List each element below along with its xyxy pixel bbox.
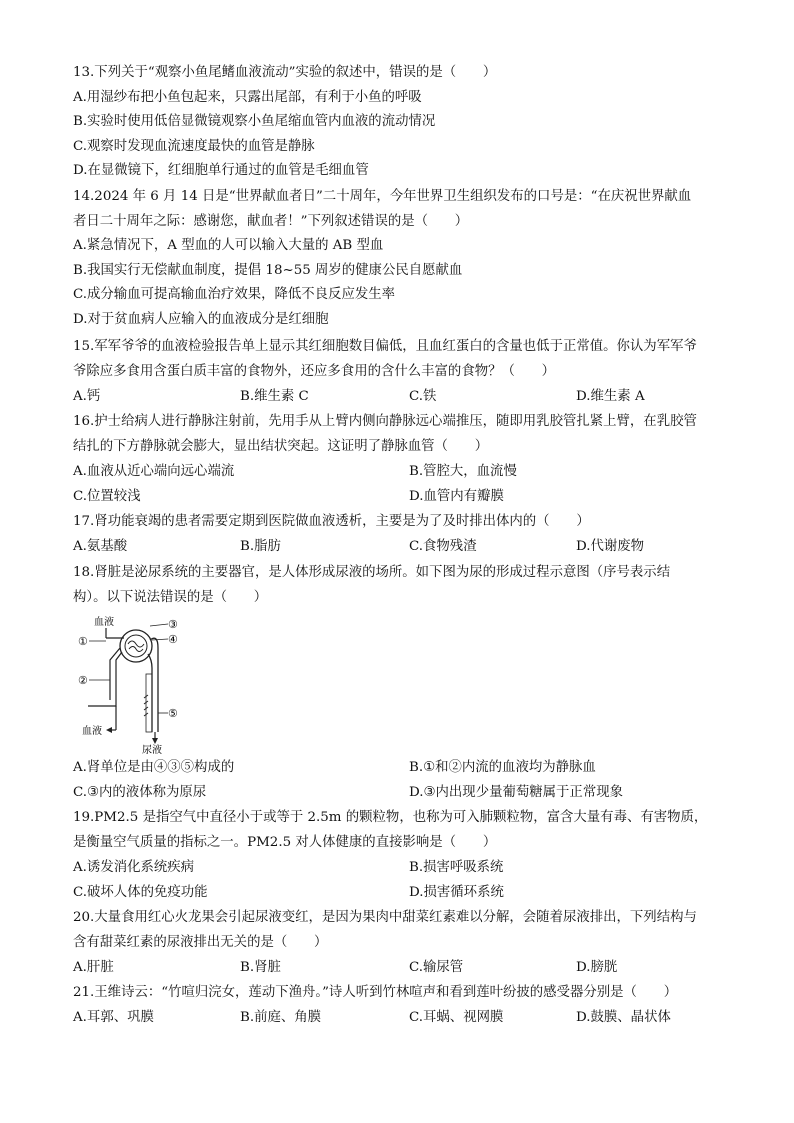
question-18-option-d: D.③内出现少量葡萄糖属于正常现象 xyxy=(409,785,623,800)
question-16-options-row1 xyxy=(73,460,733,485)
question-13-option-c: C.观察时发现血流速度最快的血管是静脉 xyxy=(73,138,315,154)
question-19-options-row2 xyxy=(73,881,733,906)
diagram-label-blood-top: 血液 xyxy=(94,617,114,628)
question-17 xyxy=(73,510,733,535)
question-19-stem-line2: 是衡量空气质量的指标之一。PM2.5 对人体健康的直接影响是（ ） xyxy=(73,834,497,850)
question-20-options xyxy=(73,956,733,981)
question-20-stem-line2: 含有甜菜红素的尿液排出无关的是（ ） xyxy=(73,934,328,950)
question-19-option-b: B.损害呼吸系统 xyxy=(409,860,504,875)
question-14-option-d: D.对于贫血病人应输入的血液成分是红细胞 xyxy=(73,311,329,327)
diagram-pointer-4 xyxy=(152,639,168,640)
question-18-options-row2 xyxy=(73,781,733,806)
diagram-number-4: ④ xyxy=(168,633,178,646)
question-18-options-row1 xyxy=(73,756,733,781)
diagram-tubule-left xyxy=(148,654,152,732)
question-14-stem-line2: 者日二十周年之际：感谢您，献血者！”下列叙述错误的是（ ） xyxy=(73,213,469,229)
diagram-number-2: ② xyxy=(78,674,88,687)
question-16-stem-line1: 16.护士给病人进行静脉注射前，先用手从上臂内侧向静脉远心端推压，随即用乳胶管扎紧上臂，在乳胶管 xyxy=(73,414,697,429)
question-19-option-a: A.诱发消化系统疾病 xyxy=(73,860,195,875)
question-20 xyxy=(73,906,733,955)
question-17-option-b: B.脂肪 xyxy=(240,539,281,554)
question-13-option-a: A.用湿纱布把小鱼包起来，只露出尾部，有利于小鱼的呼吸 xyxy=(73,89,422,105)
question-19-options-row1 xyxy=(73,856,733,881)
question-16-option-d: D.血管内有瓣膜 xyxy=(409,489,504,504)
question-21-options xyxy=(73,1006,733,1031)
question-17-stem: 17.肾功能衰竭的患者需要定期到医院做血液透析，主要是为了及时排出体内的（ ） xyxy=(73,514,590,529)
question-21-stem: 21.王维诗云：“竹喧归浣女，莲动下渔舟。”诗人听到竹林喧声和看到莲叶纷披的感受器分别是（ ） xyxy=(73,985,678,1000)
urine-formation-diagram xyxy=(76,614,188,754)
diagram-pointer-3 xyxy=(150,624,168,626)
question-13 xyxy=(73,61,733,184)
question-13-stem: 13.下列关于“观察小鱼尾鳍血液流动”实验的叙述中，错误的是（ ） xyxy=(73,65,497,80)
question-16-option-c: C.位置较浅 xyxy=(73,489,141,504)
question-16-option-b: B.管腔大，血流慢 xyxy=(409,464,517,479)
question-15-option-d: D.维生素 A xyxy=(576,389,645,404)
diagram-outgoing-arrowhead xyxy=(106,727,112,733)
question-19-stem-line1: 19.PM2.5 是指空气中直径小于或等于 2.5m 的颗粒物，也称为可入肺颗粒物，富含大量有毒、有害物质， xyxy=(73,810,708,825)
question-16-stem-line2: 结扎的下方静脉就会膨大，显出结状突起。这证明了静脉血管（ ） xyxy=(73,438,489,454)
diagram-label-urine: 尿液 xyxy=(142,745,162,754)
question-21-option-c: C.耳蜗、视网膜 xyxy=(409,1010,504,1025)
question-19-option-c: C.破坏人体的免疫功能 xyxy=(73,885,208,900)
question-20-option-a: A.肝脏 xyxy=(73,960,114,975)
question-14-option-c: C.成分输血可提高输血治疗效果，降低不良反应发生率 xyxy=(73,287,396,302)
question-20-option-b: B.肾脏 xyxy=(240,960,281,975)
diagram-number-5: ⑤ xyxy=(168,707,178,720)
question-20-option-c: C.输尿管 xyxy=(409,960,464,975)
question-19-option-d: D.损害循环系统 xyxy=(409,885,504,900)
question-21-option-a: A.耳郭、巩膜 xyxy=(73,1010,154,1025)
question-14-option-b: B.我国实行无偿献血制度，提倡 18~55 周岁的健康公民自愿献血 xyxy=(73,262,463,278)
question-20-stem-line1: 20.大量食用红心火龙果会引起尿液变红，是因为果肉中甜菜红素难以分解，会随着尿液排出，下列结构与 xyxy=(73,910,697,925)
question-15 xyxy=(73,335,733,384)
question-13-option-b: B.实验时使用低倍显微镜观察小鱼尾缩血管内血液的流动情况 xyxy=(73,114,436,129)
question-14-option-a: A.紧急情况下，A 型血的人可以输入大量的 AB 型血 xyxy=(73,238,384,253)
question-18-option-c: C.③内的液体称为原尿 xyxy=(73,785,207,800)
question-18-option-a: A.肾单位是由④③⑤构成的 xyxy=(73,760,235,775)
question-17-option-a: A.氨基酸 xyxy=(73,539,128,554)
diagram-number-1: ① xyxy=(78,635,88,648)
question-13-option-d: D.在显微镜下，红细胞单行通过的血管是毛细血管 xyxy=(73,163,369,178)
question-15-stem-line1: 15.军军爷爷的血液检验报告单上显示其红细胞数目偏低，且血红蛋白的含量也低于正常值。你认为军军爷 xyxy=(73,339,697,354)
question-14 xyxy=(73,185,733,332)
diagram-label-blood-bottom: 血液 xyxy=(82,726,102,737)
urine-formation-diagram-svg xyxy=(76,614,188,754)
diagram-glomerulus xyxy=(128,641,144,652)
question-15-option-c: C.铁 xyxy=(409,389,437,404)
question-19 xyxy=(73,806,733,855)
question-20-option-d: D.膀胱 xyxy=(576,960,618,975)
question-17-option-c: C.食物残渣 xyxy=(409,539,477,554)
diagram-collecting-duct xyxy=(146,674,152,732)
diagram-efferent-vessel xyxy=(88,652,122,706)
question-15-stem-line2: 爷除应多食用含蛋白质丰富的食物外，还应多食用的含什么丰富的食物？（ ） xyxy=(73,363,556,379)
question-16 xyxy=(73,410,733,459)
question-21 xyxy=(73,981,733,1006)
question-18-stem-line2: 构）。以下说法错误的是（ ） xyxy=(73,589,268,605)
question-17-option-d: D.代谢废物 xyxy=(576,539,645,554)
question-15-options xyxy=(73,385,733,410)
diagram-number-3: ③ xyxy=(168,618,178,631)
question-16-options-row2 xyxy=(73,485,733,510)
question-15-option-b: B.维生素 C xyxy=(240,389,309,404)
question-17-options xyxy=(73,535,733,560)
question-21-option-d: D.鼓膜、晶状体 xyxy=(576,1010,671,1025)
question-16-option-a: A.血液从近心端向远心端流 xyxy=(73,464,235,479)
diagram-capsule-inner xyxy=(125,635,147,657)
question-14-stem-line1: 14.2024 年 6 月 14 日是“世界献血者日”二十周年，今年世界卫生组织发布的口号是：“在庆祝世界献血 xyxy=(73,189,692,204)
question-21-option-b: B.前庭、角膜 xyxy=(240,1010,322,1025)
question-18 xyxy=(73,561,733,610)
diagram-urine-arrowhead xyxy=(152,738,158,744)
question-15-option-a: A.钙 xyxy=(73,389,101,404)
question-18-option-b: B.①和②内流的血液均为静脉血 xyxy=(409,760,596,775)
question-18-stem-line1: 18.肾脏是泌尿系统的主要器官，是人体形成尿液的场所。如下图为尿的形成过程示意图（序号表示结 xyxy=(73,565,671,580)
